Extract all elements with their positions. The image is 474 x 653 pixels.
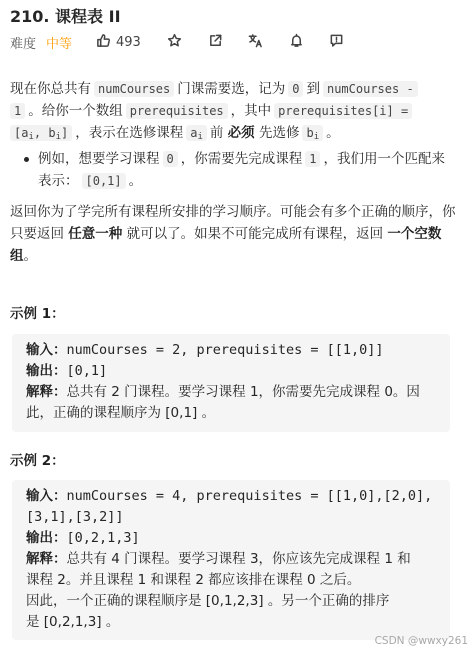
example-explanation-cont: 此，正确的课程顺序为 [0,1] 。 [26, 405, 216, 421]
watermark: CSDN @wwxy261 [374, 635, 468, 647]
text: 。给你一个数组 [28, 103, 123, 119]
example-2-block [12, 480, 450, 640]
example-explanation [26, 382, 436, 403]
problem-description-paragraph [10, 78, 466, 148]
value: [0,1] [66, 363, 108, 379]
code-zero: 0 [288, 81, 303, 97]
code-pair [10, 125, 72, 141]
value: [0,2,1,3] [66, 530, 140, 546]
text: [a [14, 126, 29, 140]
code-num-courses-minus: numCourses - [323, 81, 418, 97]
translate-button[interactable] [248, 32, 263, 52]
value: numCourses = 2, prerequisites = [[1,0]] [66, 342, 384, 358]
thumbs-up-icon [96, 33, 111, 52]
text: ，其中 [230, 103, 272, 119]
star-icon [167, 33, 182, 52]
example-1-block [12, 334, 450, 432]
bell-icon [289, 33, 304, 52]
text: 。 [23, 248, 37, 264]
example-input [26, 486, 436, 507]
text: 现在你总共有 [10, 81, 91, 97]
code-zero: 0 [163, 151, 178, 167]
label: 输出： [26, 530, 67, 546]
problem-title: 210. 课程表 II [10, 7, 121, 26]
example-1-heading: 示例 1： [10, 306, 65, 322]
label: 解释： [26, 551, 67, 567]
emphasis-any: 任意一种 [68, 226, 123, 242]
label: 输入： [26, 488, 67, 504]
example-explanation-cont: 是 [0,2,1,3] 。 [26, 614, 120, 630]
share-icon [208, 33, 223, 52]
example-input [26, 340, 436, 361]
label: 解释： [26, 384, 67, 400]
subscript: i [313, 132, 320, 142]
text: ，我们用一个匹配来表示： [38, 151, 445, 189]
code-prerequisites-i: prerequisites[i] = [274, 103, 412, 119]
text: 先选修 [258, 125, 300, 141]
subscript: i [55, 132, 61, 142]
feedback-button[interactable] [329, 32, 344, 52]
example-output [26, 361, 436, 382]
text: 。 [326, 125, 340, 141]
like-count: 493 [116, 34, 141, 50]
value: numCourses = 4, prerequisites = [[1,0],[2,0], [66, 488, 433, 504]
example-output [26, 528, 436, 549]
text: 例如，想要学习课程 [38, 151, 160, 167]
code-a-i [186, 125, 207, 141]
subscript: i [28, 132, 34, 142]
text: 到 [306, 81, 320, 97]
label: 输入： [26, 342, 67, 358]
example-bullet [38, 148, 458, 192]
share-button[interactable] [208, 32, 223, 52]
code-num-courses: numCourses [94, 81, 174, 97]
example-explanation [26, 549, 436, 570]
emphasis-empty-array: 一个空数组 [10, 226, 442, 264]
text: 就可以了。如果不可能完成所有课程，返回 [126, 226, 384, 242]
text: 。 [128, 173, 143, 189]
text: , b [33, 126, 56, 140]
favorite-button[interactable] [167, 32, 182, 52]
value: 总共有 2 门课程。要学习课程 1，你需要先完成课程 0。因 [66, 384, 420, 400]
text: ] [60, 126, 69, 140]
text: 前 [209, 125, 224, 141]
subscript: i [197, 132, 203, 142]
like-button[interactable] [96, 32, 141, 52]
bullet-dot [24, 157, 29, 162]
text: ，表示在选修课程 [75, 125, 184, 141]
code-pair: [0,1] [82, 173, 126, 189]
example-input-cont: [3,1],[3,2]] [26, 509, 124, 525]
code-prerequisites: prerequisites [126, 103, 228, 119]
label: 输出： [26, 363, 67, 379]
problem-meta-bar [10, 32, 470, 52]
difficulty-label: 难度 [10, 36, 37, 52]
emphasis-must: 必须 [227, 125, 255, 141]
text: a [190, 126, 198, 140]
notify-button[interactable] [289, 32, 304, 52]
code-one: 1 [10, 103, 25, 119]
value: 总共有 4 门课程。要学习课程 3，你应该先完成课程 1 和 [66, 551, 411, 567]
translate-icon [248, 33, 263, 52]
difficulty-badge: 中等 [46, 36, 73, 52]
feedback-icon [329, 33, 344, 52]
text: ，你需要先完成课程 [180, 151, 303, 167]
code-one: 1 [305, 151, 320, 167]
code-b-i [302, 125, 323, 141]
text: b [306, 126, 314, 140]
text: 返回你为了学完所有课程所安排的学习顺序。可能会有多个正确的顺序，你只要返回 [10, 204, 456, 242]
example-explanation-cont: 课程 2。并且课程 1 和课程 2 都应该排在课程 0 之后。 [26, 572, 361, 588]
text: 门课需要选，记为 [177, 81, 286, 97]
example-2-heading: 示例 2： [10, 453, 65, 469]
problem-return-paragraph [10, 201, 466, 267]
example-explanation-cont: 因此，一个正确的课程顺序是 [0,1,2,3] 。另一个正确的排序 [26, 593, 390, 609]
